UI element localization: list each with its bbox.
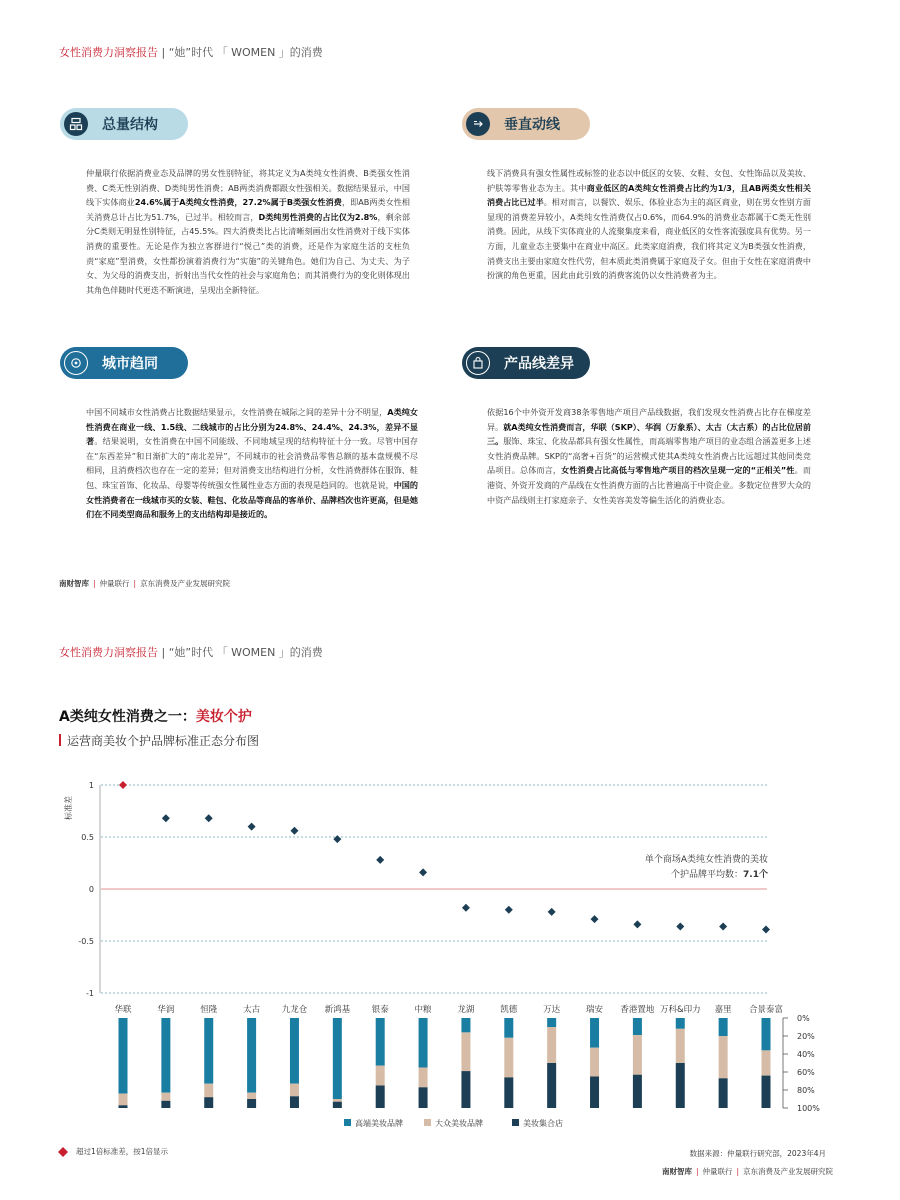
section-header-vertical: [462, 108, 590, 140]
data-source: 数据来源：仲量联行研究部，2023年4月: [689, 1149, 826, 1158]
bar-segment: [676, 1029, 685, 1063]
bar-segment: [119, 1105, 128, 1108]
bar-segment: [547, 1063, 556, 1108]
capped-legend: [58, 1146, 168, 1157]
bar-segment: [333, 1099, 342, 1102]
page1-footer: 南财智库 | 仲量联行 | 京东消费及产业发展研究院: [59, 579, 231, 588]
emphasis-text: 女性消费占比高低与零售地产项目的档次呈现一定的“正相关”性: [561, 465, 795, 476]
body-text: 仲量联行依据消费业态及品牌的男女性别特征，将其定义为A类纯女性消费、B类强女性消费、C类无性别消费、D类纯男性消费；AB两类消费都跟女性强相关。数据结果显示，中国线下实体商业: [86, 168, 410, 208]
body-text: 依据16个中外资开发商38条零售地产项目产品线数据，我们发现女性消费占比存在梯度差异。: [487, 407, 811, 432]
data-point: [548, 908, 556, 916]
bar-axis-label: 80%: [797, 1086, 815, 1095]
bar-segment: [762, 1018, 771, 1050]
legend-label: 美妆集合店: [523, 1119, 563, 1128]
category-label: 华联: [114, 1005, 132, 1015]
section-body-total: [86, 166, 410, 297]
category-label: 嘉里: [714, 1005, 732, 1015]
bar-segment: [247, 1018, 256, 1093]
bar-segment: [762, 1050, 771, 1075]
red-diamond-icon: [58, 1147, 68, 1157]
bar-segment: [376, 1066, 385, 1086]
section-body-product: [487, 405, 811, 507]
data-point: [162, 814, 170, 822]
arrow-right-icon: [466, 112, 490, 136]
bar-segment: [119, 1018, 128, 1094]
category-label: 凯德: [500, 1005, 518, 1015]
section-body-city: [86, 405, 418, 522]
bar-segment: [504, 1038, 513, 1078]
footer-org: 南财智库: [662, 1167, 692, 1176]
bar-axis-label: 20%: [797, 1032, 815, 1041]
bar-segment: [161, 1018, 170, 1093]
legend-swatch: [512, 1119, 519, 1126]
capped-legend-label: 超过1倍标准差，按1倍显示: [76, 1147, 169, 1156]
bar-segment: [419, 1087, 428, 1108]
footer-org: 京东消费及产业发展研究院: [140, 579, 231, 588]
report-title: 女性消费力洞察报告: [59, 46, 158, 59]
category-label: 九龙仓: [281, 1005, 308, 1015]
bar-segment: [504, 1018, 513, 1038]
bar-segment: [676, 1063, 685, 1108]
cosmetics-distribution-chart: [0, 760, 900, 1140]
data-point: [676, 922, 684, 930]
bar-segment: [290, 1018, 299, 1084]
bar-segment: [419, 1018, 428, 1068]
legend-swatch: [424, 1119, 431, 1126]
category-label: 合景泰富: [748, 1005, 784, 1015]
category-label: 龙湖: [457, 1005, 475, 1015]
data-point: [119, 781, 127, 789]
bar-segment: [547, 1027, 556, 1063]
section-header-city: [60, 347, 188, 379]
category-label: 香港置地: [620, 1005, 655, 1015]
emphasis-text: 商业低区的A类纯女性消费占比约为1/3，且AB两类女性相关消费占比已过半: [487, 182, 811, 208]
section-title: 产品线差异: [504, 356, 574, 372]
footer-org: 南财智库: [59, 579, 89, 588]
y-tick-label: 0.5: [81, 833, 94, 842]
bar-segment: [719, 1036, 728, 1078]
header-separator: |: [161, 46, 166, 59]
body-text: 服饰、珠宝、化妆品都具有强女性属性，而高端零售地产项目的业态组合涵盖更多上述女性消费品牌。SKP的“高奢+百货”的运营模式使其A类纯女性消费占比远超过其他同类竞品项目。总体而言，: [487, 436, 811, 476]
data-point: [205, 814, 213, 822]
category-label: 万科&印力: [659, 1005, 701, 1015]
shopping-bag-icon: [466, 351, 490, 375]
bar-segment: [461, 1032, 470, 1071]
bar-segment: [247, 1093, 256, 1099]
body-text: ，剩余部分C类则无明显性别特征，占45.5%。四大消费类比占比清晰刻画出女性消费对于线下实体消费的重要性。无论是作为独立客群进行“悦己”类的消费，还是作为家庭生活的支柱负责“家庭”型消费，女性都扮演着消费行为“实施”的关键角色。她们为自己、为丈夫、为子女、为父母的消费支出，折射出当代女性的社会与家庭角色；而其消费行为的变化则体现出其角色伴随时代更迭不断演进，呈现出全新特征。: [86, 211, 410, 295]
section-body-vertical: [487, 166, 811, 283]
data-point: [419, 868, 427, 876]
page1-header: [59, 44, 323, 60]
category-label: 银泰: [371, 1005, 389, 1015]
category-label: 瑞安: [586, 1005, 604, 1015]
bar-segment: [204, 1097, 213, 1108]
bar-segment: [204, 1084, 213, 1098]
report-subtitle: “她”时代 「 WOMEN 」的消费: [168, 646, 323, 659]
y-tick-label: -0.5: [78, 937, 94, 946]
legend-label: 大众美妆品牌: [435, 1119, 483, 1128]
section-header-product: [462, 347, 590, 379]
y-tick-label: 0: [88, 885, 94, 894]
bar-segment: [376, 1018, 385, 1066]
emphasis-text: D类纯男性消费的占比仅为2.8%: [258, 211, 378, 222]
bar-segment: [204, 1018, 213, 1084]
bar-axis-label: 0%: [797, 1014, 810, 1023]
bar-segment: [504, 1077, 513, 1108]
bar-segment: [290, 1096, 299, 1108]
bar-segment: [633, 1075, 642, 1108]
category-label: 华润: [157, 1005, 175, 1015]
bar-segment: [247, 1099, 256, 1108]
data-point: [333, 835, 341, 843]
y-tick-label: 1: [88, 781, 94, 790]
legend-swatch: [344, 1119, 351, 1126]
emphasis-text: A类纯女性消费在商业一线、1.5线、二线城市的占比分别为24.8%、24.4%、24.3%，差异不显著: [86, 407, 418, 447]
bar-segment: [590, 1048, 599, 1077]
section-title: 城市趋同: [102, 356, 158, 372]
y-axis-label: 标准差: [64, 796, 73, 820]
category-label: 万达: [543, 1005, 561, 1015]
bar-segment: [633, 1018, 642, 1035]
bar-segment: [633, 1035, 642, 1075]
data-point: [376, 856, 384, 864]
section-title: 总量结构: [102, 117, 158, 133]
bar-segment: [719, 1018, 728, 1036]
legend-label: 高端美妆品牌: [355, 1119, 403, 1128]
data-point: [505, 906, 513, 914]
section-header-total: [60, 108, 188, 140]
data-point: [462, 904, 470, 912]
bar-segment: [376, 1086, 385, 1109]
bar-segment: [333, 1018, 342, 1099]
average-note: [560, 853, 768, 883]
footer-org: 京东消费及产业发展研究院: [743, 1167, 834, 1176]
bar-axis-label: 60%: [797, 1068, 815, 1077]
body-text: 线下消费具有强女性属性或标签的业态以中低区的女装、女鞋、女包、女性饰品以及美妆、护肤等零售业态为主。其中: [487, 168, 811, 193]
page2-footer: 南财智库 | 仲量联行 | 京东消费及产业发展研究院: [662, 1167, 834, 1176]
average-value: 7.1个: [743, 870, 768, 880]
bar-segment: [590, 1077, 599, 1109]
chart-subtitle: 运营商美妆个护品牌标准正态分布图: [59, 732, 259, 749]
bar-segment: [333, 1102, 342, 1108]
emphasis-text: 中国的女性消费者在一线城市买的女装、鞋包、化妆品等商品的客单价、品牌档次也许更高，但是她们在不同类型商品和服务上的支出结构却是接近的。: [86, 479, 418, 520]
bar-segment: [161, 1101, 170, 1108]
category-label: 新鸿基: [324, 1005, 351, 1015]
bar-axis-label: 100%: [797, 1104, 820, 1113]
bar-segment: [119, 1094, 128, 1106]
category-label: 太古: [243, 1005, 261, 1015]
body-text: ，即AB两类女性相关消费总计占比为51.7%，已过半。相较而言，: [86, 197, 410, 222]
bar-segment: [719, 1078, 728, 1108]
footer-org: 仲量联行: [99, 579, 130, 588]
bar-segment: [290, 1084, 299, 1097]
body-text: 。相对而言，以餐饮、娱乐、体验业态为主的高区商业，则在男女性别方面显现的消费差异较小，A类纯女性消费仅占0.6%，而64.9%的消费业态都属于C类无性别消费。因此，从线下实体商业的人流聚集度来看，商业低区的女性客流强度具有优势。另一方面，儿童业态主要集中在商业中高区。此类家庭消费，我们将其定义为B类强女性消费，消费支出主要由家庭女性代劳，但本质此类消费属于家庭及子女。但由于女性在家庭消费中扮演的角色更重，因此由此引致的消费客流仍以女性消费者为主。: [487, 197, 811, 281]
bar-segment: [461, 1018, 470, 1032]
body-text: 。结果说明，女性消费在中国不同能级、不同地域呈现的结构特征十分一致。尽管中国存在“东西差异”和日渐扩大的“南北差异”，不同城市的社会消费品零售总额的基本盘规模不尽相同，且消费档次也存在一定的差异；但对消费支出结构进行分析，女性消费群体在服饰、鞋包、珠宝首饰、化妆品、母婴等传统强女性属性业态方面的表现是趋同的。也就是说，: [86, 436, 418, 490]
report-title: 女性消费力洞察报告: [59, 646, 158, 659]
bar-segment: [419, 1068, 428, 1088]
category-label: 中粮: [414, 1005, 432, 1015]
report-subtitle: “她”时代 「 WOMEN 」的消费: [168, 46, 323, 59]
data-point: [290, 827, 298, 835]
target-icon: [64, 351, 88, 375]
data-point: [633, 920, 641, 928]
data-point: [248, 823, 256, 831]
y-tick-label: -1: [86, 989, 94, 998]
data-point: [762, 926, 770, 934]
chart-title-highlight: 美妆个护: [195, 709, 252, 725]
category-label: 恒隆: [200, 1005, 218, 1015]
bar-segment: [762, 1076, 771, 1108]
bar-segment: [161, 1093, 170, 1101]
emphasis-text: 就A类纯女性消费而言，华联（SKP）、华润（万象系）、太古（太古系）的占比位居前三。: [487, 421, 811, 447]
data-point: [719, 922, 727, 930]
body-text: 中国不同城市女性消费占比数据结果显示，女性消费在城际之间的差异十分不明显，: [86, 407, 388, 417]
page2-header: [59, 644, 323, 660]
emphasis-text: 24.6%属于A类纯女性消费，27.2%属于B类强女性消费: [134, 197, 342, 208]
bar-segment: [676, 1018, 685, 1029]
bar-axis-label: 40%: [797, 1050, 815, 1059]
bar-segment: [547, 1018, 556, 1027]
footer-org: 仲量联行: [702, 1167, 733, 1176]
bar-segment: [461, 1071, 470, 1108]
data-point: [591, 915, 599, 923]
average-note-line: 单个商场A类纯女性消费的美妆: [644, 855, 768, 865]
chart-title: A类纯女性消费之一：美妆个护: [59, 709, 252, 725]
body-text: 。而港资、外资开发商的产品线在女性消费方面的占比普遍高于中资企业。多数定位普罗大众的中资产品线则主打家庭亲子、女性美容美发等偏生活化的消费业态。: [487, 465, 811, 505]
average-note-line: 个护品牌平均数：7.1个: [671, 870, 768, 880]
header-separator: |: [161, 646, 166, 659]
structure-icon: [64, 112, 88, 136]
bar-segment: [590, 1018, 599, 1048]
section-title: 垂直动线: [504, 117, 560, 133]
